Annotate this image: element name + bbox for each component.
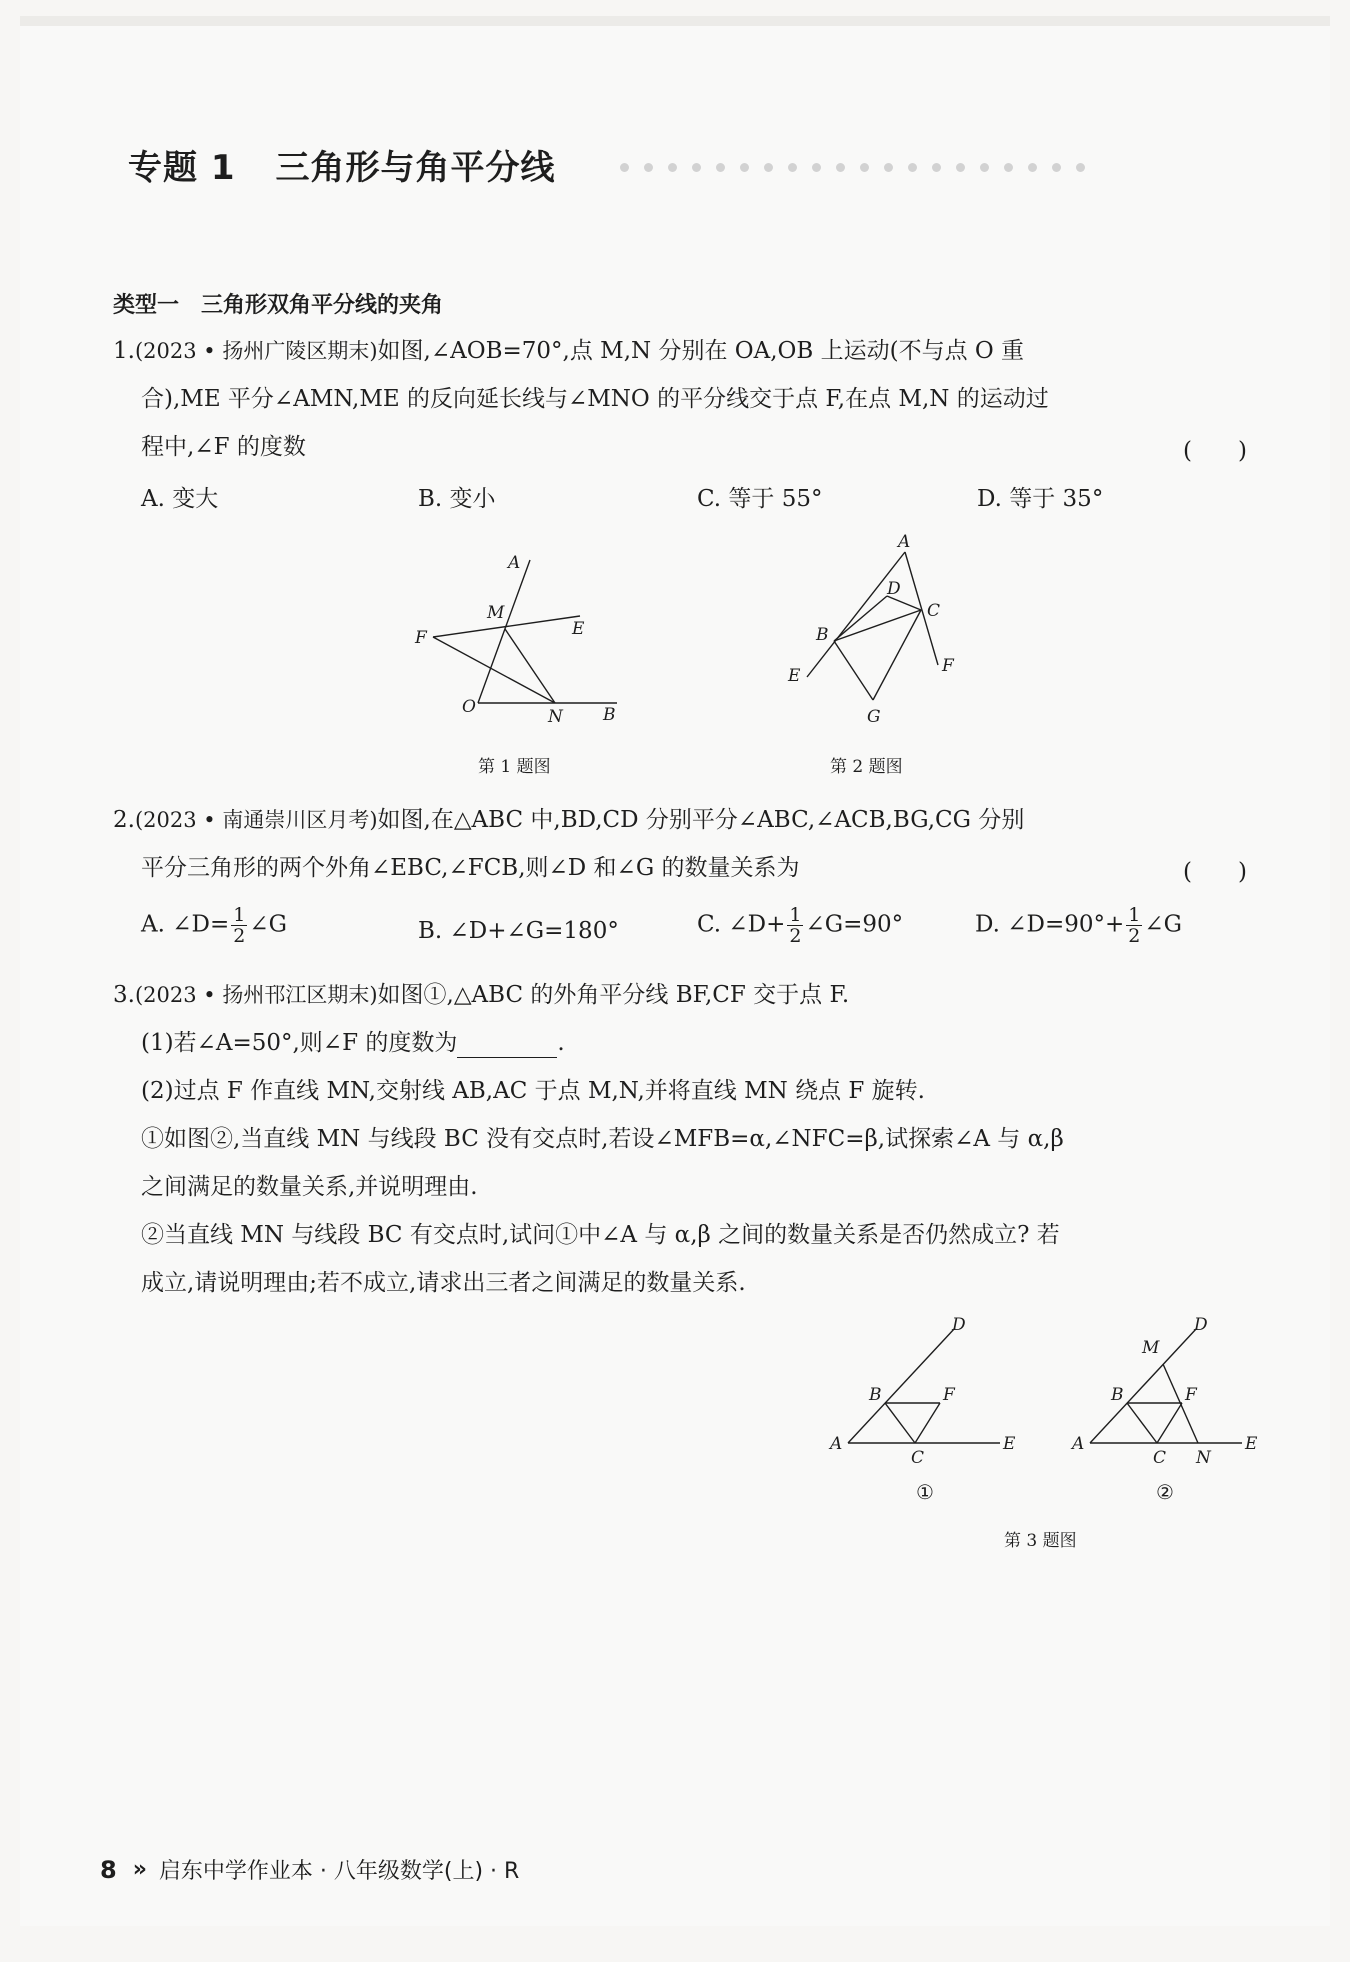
chevron-icon: » — [132, 1857, 147, 1882]
fig1-segment-fn — [433, 637, 555, 703]
q1-option-b: B. 变小 — [418, 486, 496, 512]
fig3-subfigure-2-label: ② — [1156, 1480, 1174, 1504]
fig3-subfigure-1-label: ① — [916, 1480, 934, 1504]
q3-line-1: 3.(2023 • 扬州邗江区期末)如图①,△ABC 的外角平分线 BF,CF 交于点 F. — [113, 982, 850, 1008]
q2-option-c: C. ∠D+ $\frac{1}{2}$ ∠G=90° — [697, 904, 904, 947]
fig3a-segment-fc — [915, 1403, 940, 1443]
book-title: 启东中学作业本 · 八年级数学(上) · R — [158, 1859, 520, 1884]
q3-part-2: (2)过点 F 作直线 MN,交射线 AB,AC 于点 M,N,并将直线 MN 绕点 F 旋转. — [141, 1078, 925, 1104]
page-number: 8 — [100, 1855, 117, 1884]
fig2-label-d: D — [887, 579, 901, 599]
fig2-segment-cg — [873, 610, 921, 700]
fig2-label-b: B — [816, 625, 829, 645]
q3-part-1: (1)若∠A=50°,则∠F 的度数为 . — [141, 1030, 565, 1056]
fig2-segment-bd — [834, 596, 887, 641]
fig1-label-b: B — [603, 705, 616, 725]
fig3b-label-d: D — [1194, 1315, 1208, 1335]
fraction-one-half: $\frac{1}{2}$ — [233, 904, 246, 947]
q1-line-1: 1.(2023 • 扬州广陵区期末)如图,∠AOB=70°,点 M,N 分别在 OA,OB 上运动(不与点 O 重 — [113, 338, 1025, 364]
fig1-line-fe — [433, 616, 580, 637]
fig3b-label-a: A — [1072, 1434, 1085, 1454]
q2-line-2: 平分三角形的两个外角∠EBC,∠FCB,则∠D 和∠G 的数量关系为 — [141, 855, 800, 881]
top-scan-band — [20, 16, 1330, 26]
fig2-label-g: G — [867, 707, 881, 727]
fig3b-label-m: M — [1142, 1338, 1160, 1358]
q2-option-d: D. ∠D=90°+ $\frac{1}{2}$ ∠G — [975, 904, 1183, 947]
topic-title: 三角形与角平分线 — [275, 147, 556, 188]
fig1-ray-oa — [478, 560, 530, 703]
fig3a-label-d: D — [952, 1315, 966, 1335]
fig3a-label-b: B — [869, 1385, 882, 1405]
fig3b-label-b: B — [1111, 1385, 1124, 1405]
fig1-label-m: M — [487, 603, 505, 623]
fig1-label-e: E — [572, 619, 585, 639]
topic-header — [128, 138, 556, 190]
q1-line-2: 合),ME 平分∠AMN,ME 的反向延长线与∠MNO 的平分线交于点 F,在点 M,N 的运动过 — [141, 386, 1049, 412]
fig3b-segment-bc — [1127, 1403, 1157, 1443]
fraction-one-half: $\frac{1}{2}$ — [1128, 904, 1141, 947]
fig1-label-f: F — [415, 628, 427, 648]
fig2-caption: 第 2 题图 — [830, 757, 903, 777]
fraction-one-half: $\frac{1}{2}$ — [789, 904, 802, 947]
q2-answer-paren: ( ) — [1183, 859, 1247, 885]
fig2-segment-bg — [834, 641, 873, 700]
figure-3 — [825, 1310, 1275, 1480]
fig2-line-ae — [807, 552, 905, 677]
q2-number: 2. — [113, 807, 135, 833]
fig3-caption: 第 3 题图 — [1004, 1531, 1077, 1551]
page-footer — [100, 1854, 519, 1885]
fig2-label-c: C — [927, 601, 941, 621]
q1-number: 1. — [113, 338, 135, 364]
fig1-label-a: A — [508, 553, 521, 573]
q2-line-1: 2.(2023 • 南通崇川区月考)如图,在△ABC 中,BD,CD 分别平分∠ABC,∠ACB,BG,CG 分别 — [113, 807, 1025, 833]
fig3b-segment-fc — [1157, 1403, 1182, 1443]
q1-option-d: D. 等于 35° — [977, 486, 1104, 512]
fig3a-label-c: C — [911, 1448, 925, 1468]
q3-source: (2023 • 扬州邗江区期末) — [134, 983, 378, 1007]
answer-blank[interactable] — [457, 1035, 557, 1058]
q1-source: (2023 • 扬州广陵区期末) — [134, 339, 378, 363]
fig3a-label-a: A — [830, 1434, 843, 1454]
q3-sub2-line-2: 成立,请说明理由;若不成立,请求出三者之间满足的数量关系. — [141, 1270, 746, 1296]
topic-number: 专题 1 — [128, 147, 236, 188]
fig1-label-n: N — [548, 707, 563, 727]
q1-line-3: 程中,∠F 的度数 — [141, 434, 306, 460]
q2-option-a: A. ∠D= $\frac{1}{2}$ ∠G — [141, 904, 287, 947]
figure-1 — [400, 540, 640, 740]
section-label: 类型一 — [113, 293, 180, 318]
fig3a-label-f: F — [943, 1385, 955, 1405]
q1-answer-paren: ( ) — [1183, 438, 1247, 464]
q3-number: 3. — [113, 982, 135, 1008]
section-title: 三角形双角平分线的夹角 — [201, 293, 444, 318]
fig3b-label-f: F — [1185, 1385, 1197, 1405]
q2-source: (2023 • 南通崇川区月考) — [134, 808, 378, 832]
fig3a-label-e: E — [1003, 1434, 1016, 1454]
fig1-segment-mn — [505, 629, 555, 703]
q3-sub1-line-1: ①如图②,当直线 MN 与线段 BC 没有交点时,若设∠MFB=α,∠NFC=β,试探索∠A 与 α,β — [141, 1126, 1064, 1152]
q3-sub2-line-1: ②当直线 MN 与线段 BC 有交点时,试问①中∠A 与 α,β 之间的数量关系是否仍然成立? 若 — [141, 1222, 1060, 1248]
q1-option-c: C. 等于 55° — [697, 486, 823, 512]
fig3b-label-e: E — [1245, 1434, 1258, 1454]
fig2-label-a: A — [898, 532, 911, 552]
title-dot-rule — [620, 163, 1085, 172]
fig2-label-e: E — [788, 666, 801, 686]
fig2-label-f: F — [942, 656, 954, 676]
q3-sub1-line-2: 之间满足的数量关系,并说明理由. — [141, 1174, 478, 1200]
fig3b-label-n: N — [1196, 1448, 1211, 1468]
q1-option-a: A. 变大 — [141, 486, 219, 512]
figure-2 — [780, 528, 970, 738]
fig3a-segment-bc — [885, 1403, 915, 1443]
q2-option-b: B. ∠D+∠G=180° — [418, 918, 619, 944]
section-heading — [113, 288, 443, 319]
fig1-caption: 第 1 题图 — [478, 757, 551, 777]
fig3b-label-c: C — [1153, 1448, 1167, 1468]
fig1-label-o: O — [462, 697, 476, 717]
